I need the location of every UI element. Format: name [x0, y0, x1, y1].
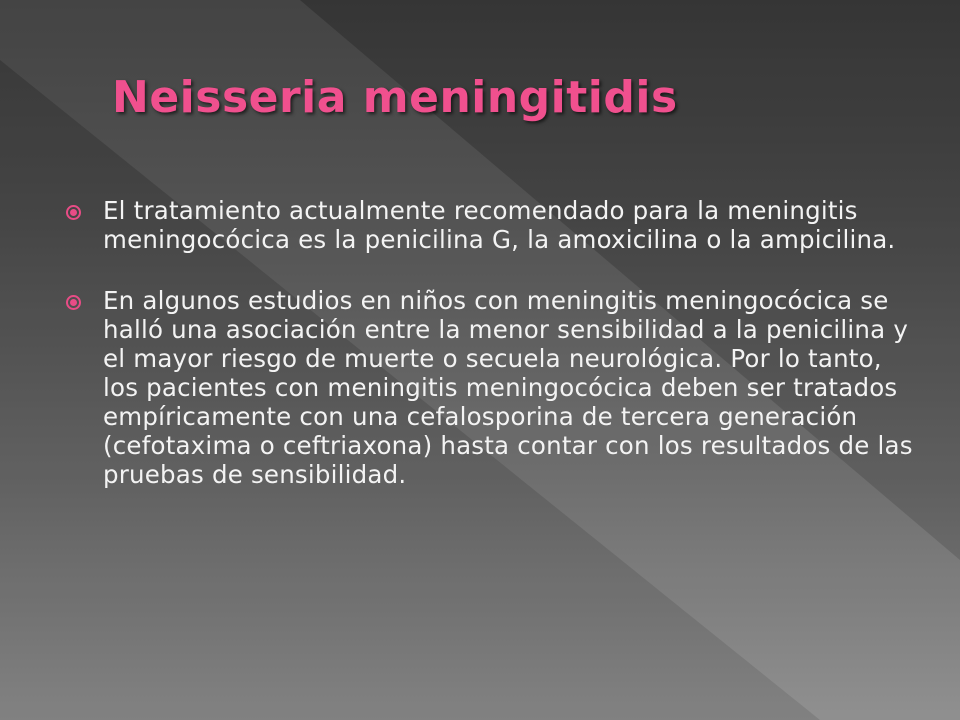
bullet-item: [66, 286, 916, 489]
bullet-list: [66, 196, 916, 521]
bullet-circle-icon: [66, 205, 81, 220]
bullet-text: El tratamiento actualmente recomendado para la meningitis meningocócica es la penicilina G, la amoxicilina o la ampicilina.: [103, 196, 896, 254]
bullet-circle-icon: [66, 295, 81, 310]
bullet-text: En algunos estudios en niños con meningitis meningocócica se halló una asociación entre la menor sensibilidad a la penicilina y el mayor riesgo de muerte o secuela neurológica. Por lo tanto, los pacientes con meningitis meningocócica deben ser tratados empíricamente con una cefalosporina de tercera generación (cefotaxima o ceftriaxona) hasta contar con los resultados de las pruebas de sensibilidad.: [103, 286, 913, 489]
slide-title: Neisseria meningitidis: [112, 72, 678, 123]
bullet-item: [66, 196, 916, 254]
